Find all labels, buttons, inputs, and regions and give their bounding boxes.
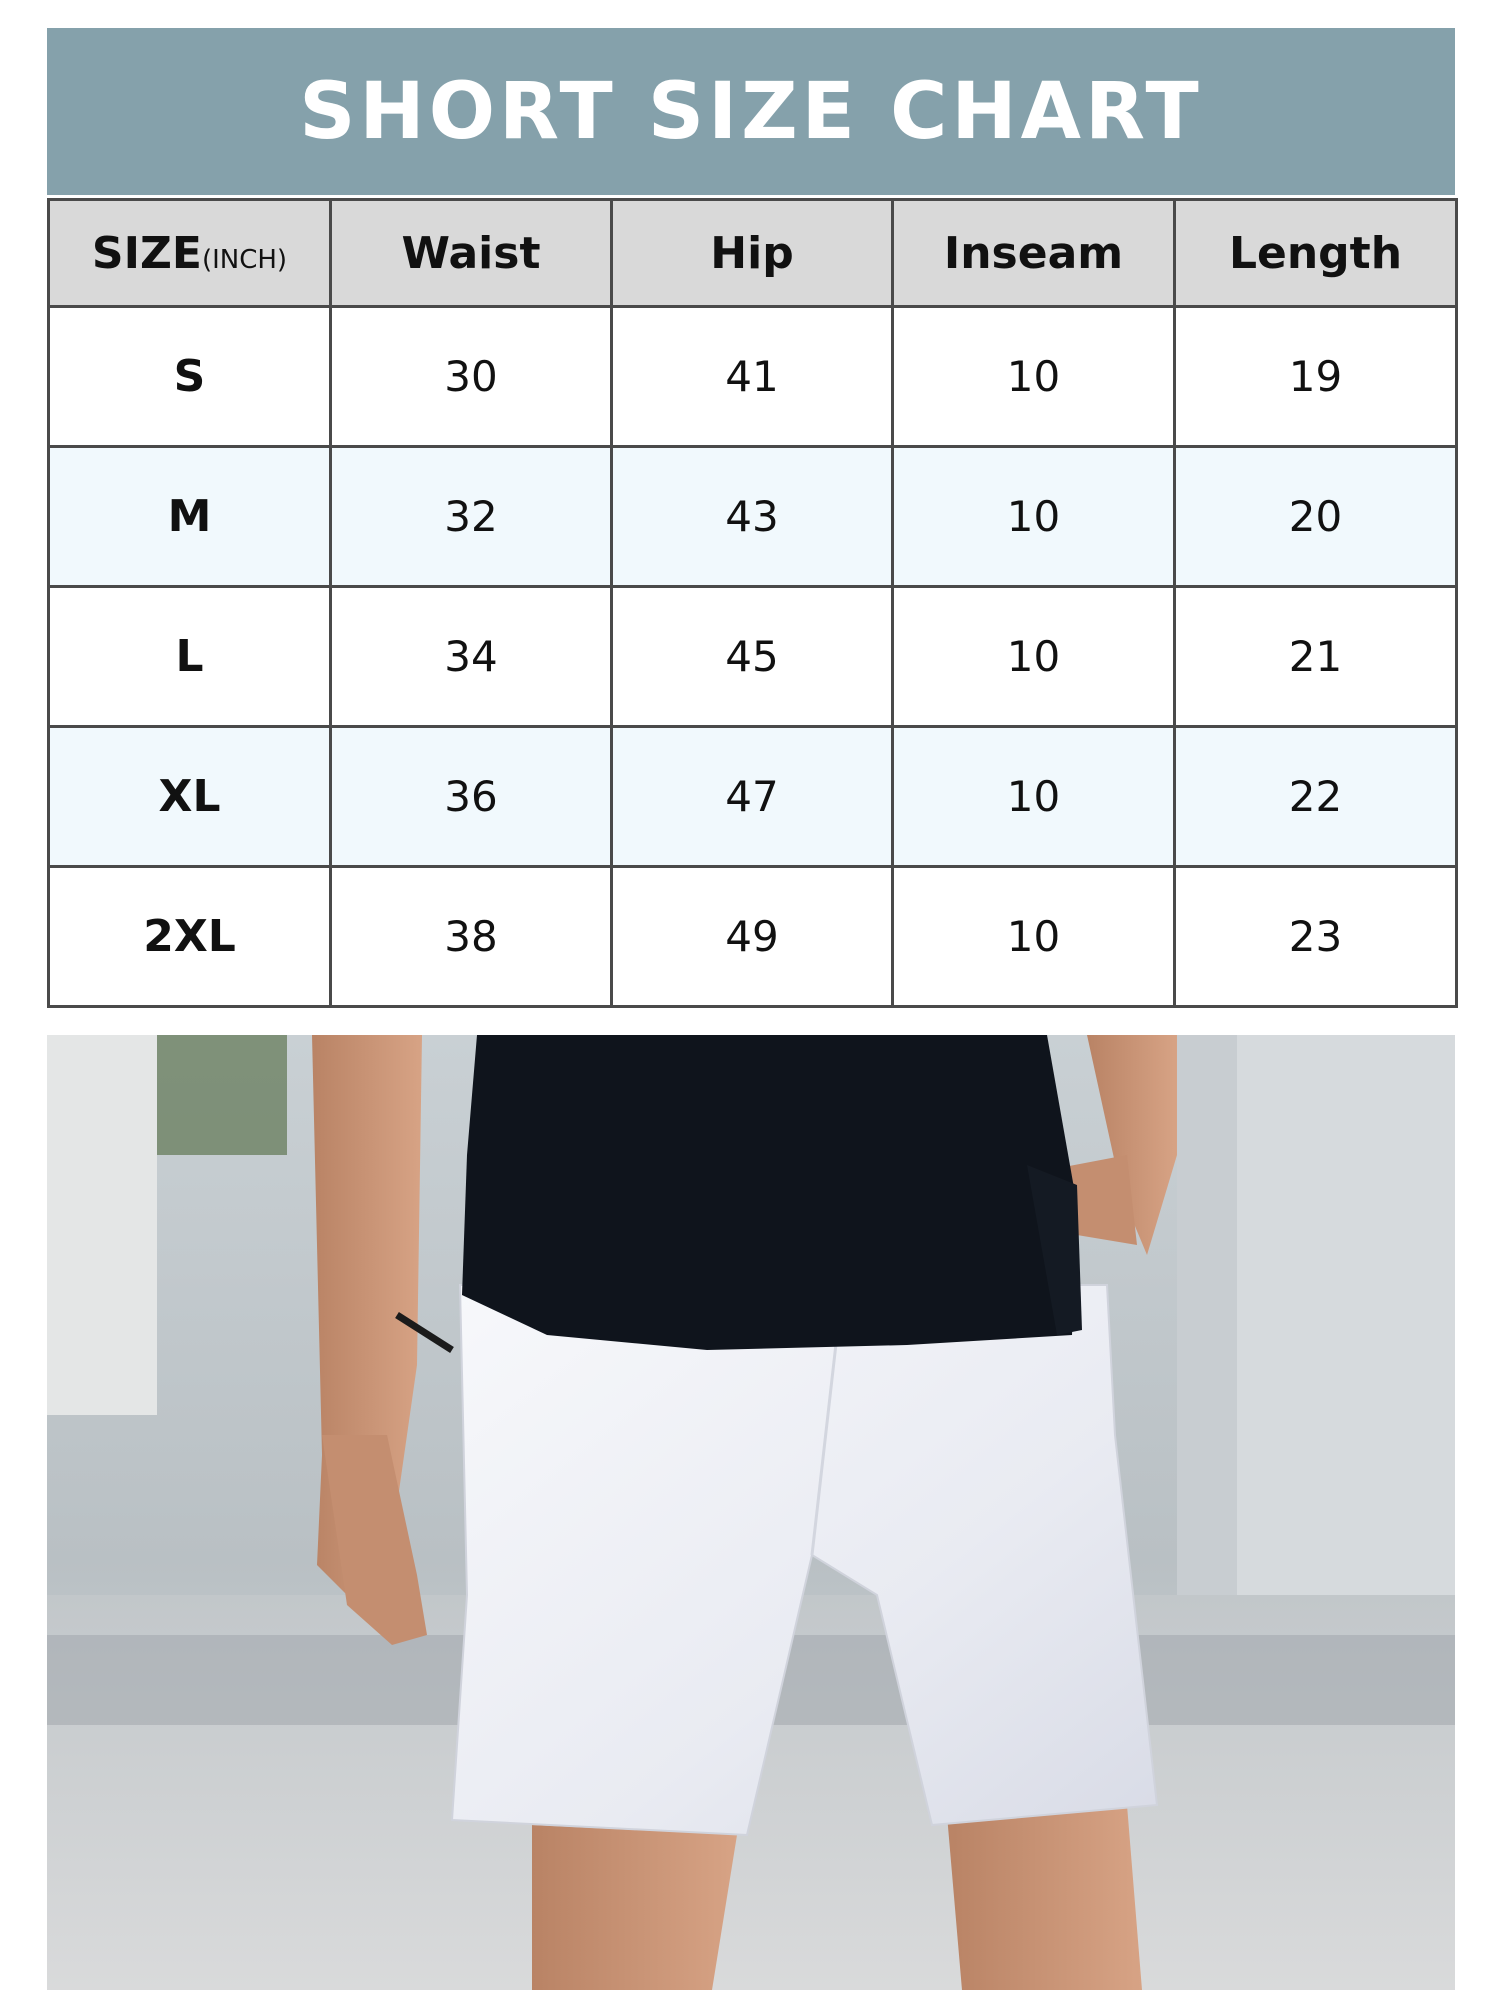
inseam-cell: 10 [893,867,1175,1007]
title-banner [47,28,1455,195]
size-cell: XL [49,727,331,867]
size-cell: 2XL [49,867,331,1007]
header-hip: Hip [612,200,893,307]
length-cell: 23 [1175,867,1457,1007]
waist-cell: 34 [331,587,612,727]
product-photo [47,1035,1455,1990]
header-size [49,200,331,307]
table-row [49,867,1457,1007]
model-shorts-illustration [47,1035,1455,1990]
wall-left [47,1035,157,1415]
waist-cell: 38 [331,867,612,1007]
hip-cell: 43 [612,447,893,587]
size-cell: L [49,587,331,727]
black-shirt [462,1035,1077,1350]
table-row [49,447,1457,587]
header-length: Length [1175,200,1457,307]
plants [157,1035,287,1155]
length-cell: 22 [1175,727,1457,867]
left-leg [532,1825,737,1990]
length-cell: 20 [1175,447,1457,587]
inseam-cell: 10 [893,447,1175,587]
inseam-cell: 10 [893,307,1175,447]
waist-cell: 30 [331,307,612,447]
header-row [49,200,1457,307]
hip-cell: 49 [612,867,893,1007]
size-cell: S [49,307,331,447]
table-row [49,307,1457,447]
header-waist: Waist [331,200,612,307]
size-cell: M [49,447,331,587]
length-cell: 21 [1175,587,1457,727]
inseam-cell: 10 [893,587,1175,727]
inseam-cell: 10 [893,727,1175,867]
hip-cell: 47 [612,727,893,867]
waist-cell: 32 [331,447,612,587]
table-row [49,727,1457,867]
header-inseam: Inseam [893,200,1175,307]
right-leg [947,1805,1142,1990]
size-table [47,198,1458,1008]
table-row [49,587,1457,727]
length-cell: 19 [1175,307,1457,447]
waist-cell: 36 [331,727,612,867]
hip-cell: 41 [612,307,893,447]
size-unit: (INCH) [201,244,288,275]
size-label: SIZE [91,227,202,279]
chart-title: SHORT SIZE CHART [299,66,1203,157]
wall-shadow [1177,1035,1237,1675]
hip-cell: 45 [612,587,893,727]
